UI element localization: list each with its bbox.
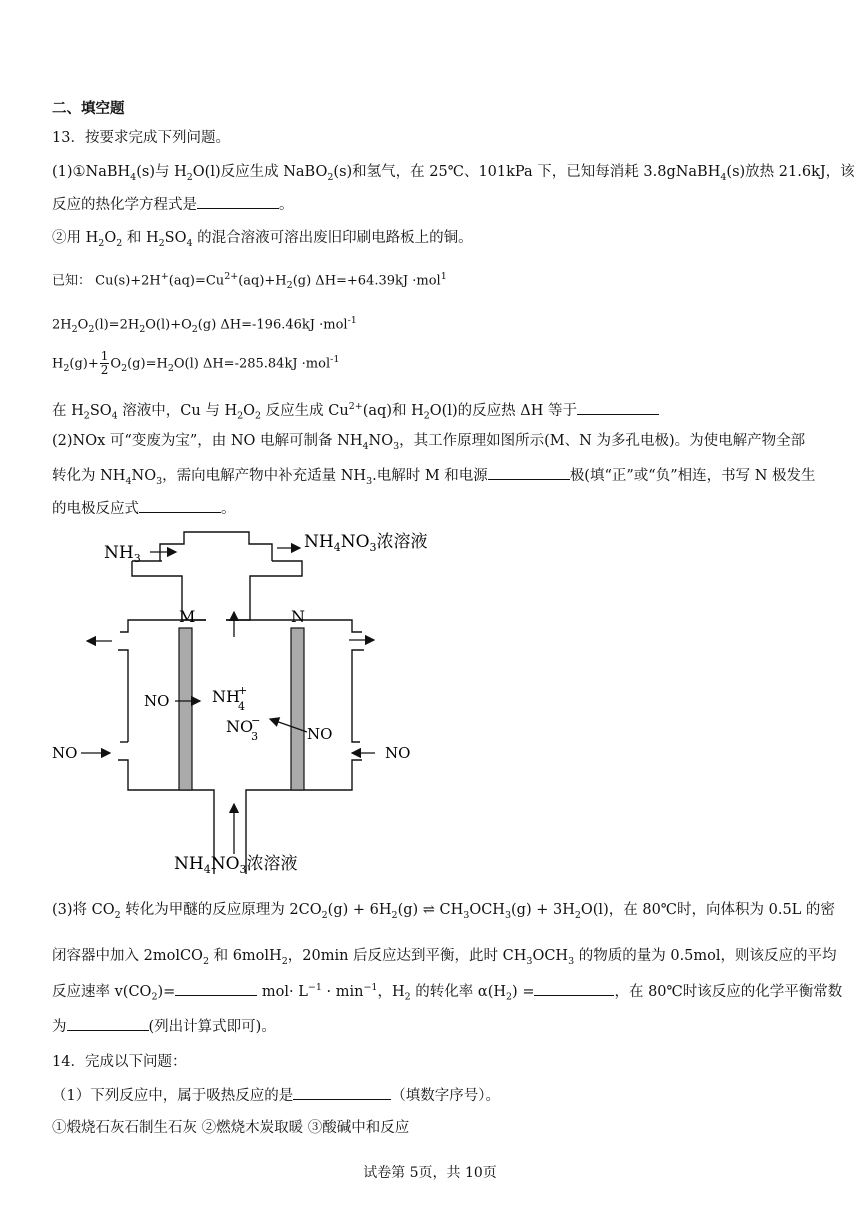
- q13-part2-line3: 的电极反应式 。: [52, 498, 236, 519]
- fraction-one-half: $\frac{1}{2}$: [100, 349, 109, 378]
- q13-part3-line1: (3)将 $CO_2$ 转化为甲醚的反应原理为 $2CO_2(g) + 6H_2(g)$ ⇌ $CH_3OCH_3(g) + 3H_2O(l)$，在 80℃时，向体积为 0.5L 的密: [52, 902, 835, 921]
- no-left-inner-label: NO: [144, 692, 170, 710]
- no-right-outer-label: NO: [385, 744, 411, 762]
- q13-heading: 13．按要求完成下列问题。: [52, 130, 230, 146]
- q13-part1-line2: 反应的热化学方程式是 。: [52, 194, 294, 215]
- known-equation-1: 已知： $Cu(s)+2H^+(aq)=Cu^{2+}(aq)+H_2(g)$ ΔH=+64.39kJ ·mol$^1$: [52, 271, 447, 291]
- no-right-inner-label: NO: [307, 725, 333, 743]
- known-equation-3: $H_2(g)+$ $\frac{1}{2}$ $O_2(g)=H_2O(l)$ ΔH=-285.84kJ ·mol$^{-1}$: [52, 349, 340, 378]
- q13-part2-line1: (2)NOx 可“变废为宝”，由 NO 电解可制备 $NH_4NO_3$，其工作原理如图所示(M、N 为多孔电极)。为使电解产物全部: [52, 433, 806, 452]
- q14-heading: 14．完成以下问题：: [52, 1054, 187, 1070]
- q13-part3-line2: 闭容器中加入 2molCO$_2$ 和 6molH$_2$，20min 后反应达到平衡，此时 $CH_3OCH_3$ 的物质的量为 0.5mol，则该反应的平均: [52, 948, 837, 967]
- electrode-m: [179, 628, 192, 790]
- q14-part1: （1）下列反应中，属于吸热反应的是 （填数字序号）。: [52, 1085, 500, 1106]
- bottom-feed-label: $NH_4NO_3$浓溶液: [174, 854, 298, 876]
- answer-blank-1[interactable]: [197, 194, 279, 209]
- label-m: M: [179, 607, 196, 626]
- page-footer: 试卷第 5页，共 10页: [363, 1165, 497, 1181]
- answer-blank-3[interactable]: [488, 465, 570, 480]
- label-n: N: [291, 607, 305, 626]
- section-title: 二、填空题: [52, 101, 125, 117]
- answer-blank-6[interactable]: [534, 981, 614, 996]
- answer-blank-7[interactable]: [67, 1016, 149, 1031]
- answer-blank-4[interactable]: [139, 498, 221, 513]
- known-equation-2: $2H_2O_2(l)=2H_2O(l)+O_2(g)$ ΔH=-196.46kJ ·mol$^{-1}$: [52, 315, 357, 335]
- nh3-label: $NH_3$: [104, 543, 141, 565]
- no-left-outer-label: NO: [52, 744, 78, 762]
- answer-blank-8[interactable]: [293, 1085, 391, 1100]
- q13-part3-line3: 反应速率 $v(CO_2)= mol\cdot L^{-1} \cdot \min^{-1}$，$H_2$ 的转化率 $\alpha(H_2)$ = ，在 80℃时该反应的化学平衡常数: [52, 982, 843, 1003]
- answer-blank-5[interactable]: [175, 981, 257, 996]
- q13-part3-line4: 为 (列出计算式即可)。: [52, 1016, 276, 1037]
- answer-blank-2[interactable]: [577, 400, 659, 415]
- q13-part2-line2: 转化为 $NH_4NO_3$，需向电解产物中补充适量 $NH_3$.电解时 M 和电源 极(填“正”或“负”相连，书写 N 极发生: [52, 465, 816, 492]
- no3-ion-label: NO 3−: [226, 714, 261, 743]
- electrode-n: [291, 628, 304, 790]
- q13-part1-line1: (1)①NaBH$_4$(s)与 $H_2O(l)$反应生成 NaBO$_2$(s)和氢气，在 25℃、101kPa 下，已知每消耗 3.8gNaBH$_4$(s)放热 21.6kJ，该: [52, 164, 855, 183]
- q13-reaction-heat: 在 $H_2SO_4$ 溶液中，Cu 与 $H_2O_2$ 反应生成 $Cu^{2+}(aq)$和 $H_2O(l)$的反应热 ΔH 等于: [52, 397, 659, 427]
- q13-part2-intro: ②用 $H_2O_2$ 和 $H_2SO_4$ 的混合溶液可溶出废旧印刷电路板上的铜。: [52, 230, 473, 249]
- nh4-ion-label: NH 4+: [212, 684, 248, 713]
- electrolysis-diagram: [52, 524, 432, 884]
- product-label: $NH_4NO_3$浓溶液: [304, 532, 428, 554]
- q14-options: ①煅烧石灰石制生石灰 ②燃烧木炭取暖 ③酸碱中和反应: [52, 1120, 410, 1136]
